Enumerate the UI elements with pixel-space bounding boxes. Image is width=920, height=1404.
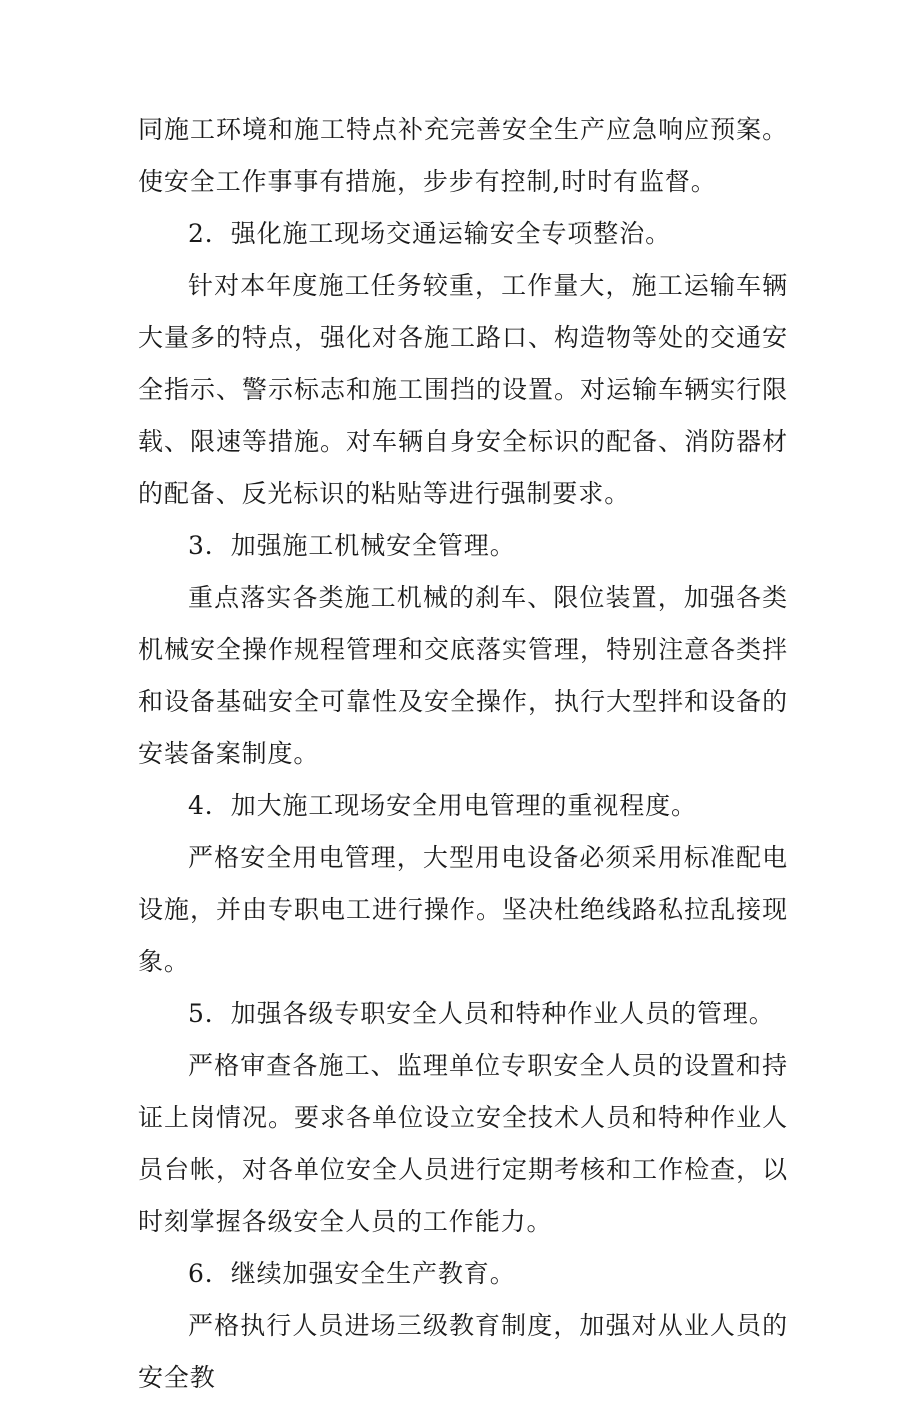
paragraph-continued: 同施工环境和施工特点补充完善安全生产应急响应预案。使安全工作事事有措施，步步有控制,时时有监督。: [138, 115, 788, 196]
paragraph-personnel-management: 严格审查各施工、监理单位专职安全人员的设置和持证上岗情况。要求各单位设立安全技术人员和特种作业人员台帐，对各单位安全人员进行定期考核和工作检查，以时刻掌握各级安全人员的工作能力。: [138, 1051, 788, 1236]
section-heading-3: 3．加强施工机械安全管理。: [188, 531, 516, 560]
paragraph-traffic-safety: 针对本年度施工任务较重，工作量大，施工运输车辆大量多的特点，强化对各施工路口、构造物等处的交通安全指示、警示标志和施工围挡的设置。对运输车辆实行限载、限速等措施。对车辆自身安全标识的配备、消防器材的配备、反光标识的粘贴等进行强制要求。: [138, 271, 788, 508]
section-heading-4: 4．加大施工现场安全用电管理的重视程度。: [188, 791, 697, 820]
paragraph-machinery-safety: 重点落实各类施工机械的刹车、限位装置，加强各类机械安全操作规程管理和交底落实管理，特别注意各类拌和设备基础安全可靠性及安全操作，执行大型拌和设备的安装备案制度。: [138, 583, 788, 768]
section-heading-5: 5．加强各级专职安全人员和特种作业人员的管理。: [188, 999, 775, 1028]
paragraph-safety-education: 严格执行人员进场三级教育制度，加强对从业人员的安全教: [138, 1311, 788, 1392]
paragraph-electrical-safety: 严格安全用电管理，大型用电设备必须采用标准配电设施，并由专职电工进行操作。坚决杜绝线路私拉乱接现象。: [138, 843, 788, 976]
section-heading-2: 2．强化施工现场交通运输安全专项整治。: [188, 219, 672, 248]
document-body: [138, 104, 788, 1404]
section-heading-6: 6．继续加强安全生产教育。: [188, 1259, 516, 1288]
